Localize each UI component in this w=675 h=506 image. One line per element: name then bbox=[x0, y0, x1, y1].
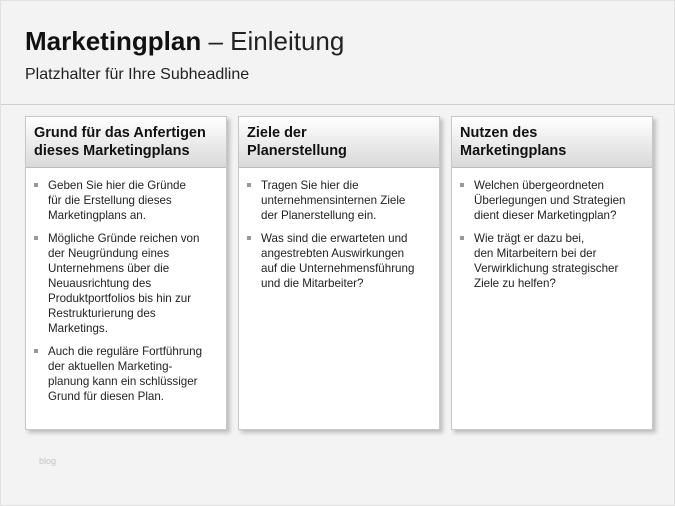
bullet-text-line: der aktuellen Marketing- bbox=[48, 360, 173, 373]
bullet-text-line: angestrebten Auswirkungen bbox=[261, 247, 405, 260]
bullet-item bbox=[460, 178, 646, 223]
bullet-text-line: Überlegungen und Strategien bbox=[474, 194, 626, 207]
bullet-item bbox=[34, 344, 220, 404]
bullet-text-line: Produktportfolios bis hin zur bbox=[48, 292, 192, 305]
slide-title bbox=[25, 25, 344, 57]
bullet-text-line: Marketingplans an. bbox=[48, 209, 146, 222]
square-bullet-icon bbox=[460, 183, 464, 187]
bullet-text-line: der Planerstellung ein. bbox=[261, 209, 377, 222]
bullet-item bbox=[34, 231, 220, 336]
square-bullet-icon bbox=[247, 183, 251, 187]
bullet-text-line: Geben Sie hier die Gründe bbox=[48, 179, 186, 192]
bullet-text-line: Unternehmens über die bbox=[48, 262, 170, 275]
bullet-text-line: Welchen übergeordneten bbox=[474, 179, 604, 192]
column-nutzen bbox=[451, 116, 653, 430]
bullet-text-line: Mögliche Gründe reichen von bbox=[48, 232, 200, 245]
bullet-item bbox=[460, 231, 646, 291]
bullet-text-line: der Neugründung eines bbox=[48, 247, 170, 260]
bullet-text-line: Grund für diesen Plan. bbox=[48, 390, 165, 403]
column-heading bbox=[452, 117, 652, 168]
column-heading-line: Nutzen des bbox=[460, 125, 538, 141]
bullet-text-line: den Mitarbeitern bei der bbox=[474, 247, 597, 260]
square-bullet-icon bbox=[34, 183, 38, 187]
bullet-text-line: Neuausrichtung des bbox=[48, 277, 152, 290]
bullet-text-line: dient dieser Marketingplan? bbox=[474, 209, 617, 222]
column-heading bbox=[26, 117, 226, 168]
column-grund bbox=[25, 116, 227, 430]
column-heading-line: Marketingplans bbox=[460, 143, 567, 159]
bullet-text-line: Wie trägt er dazu bei, bbox=[474, 232, 585, 245]
slide-title-suffix: – Einleitung bbox=[201, 26, 345, 56]
bullet-list bbox=[452, 168, 652, 291]
footer-watermark: blog bbox=[39, 456, 57, 466]
square-bullet-icon bbox=[34, 349, 38, 353]
column-heading-line: Grund für das Anfertigen bbox=[34, 125, 206, 141]
bullet-text-line: Marketings. bbox=[48, 322, 108, 335]
bullet-list bbox=[239, 168, 439, 291]
column-heading-line: dieses Marketingplans bbox=[34, 143, 190, 159]
column-heading bbox=[239, 117, 439, 168]
bullet-text-line: auf die Unternehmensführung bbox=[261, 262, 415, 275]
bullet-list bbox=[26, 168, 226, 404]
bullet-text-line: unternehmensinternen Ziele bbox=[261, 194, 406, 207]
bullet-text-line: und die Mitarbeiter? bbox=[261, 277, 364, 290]
square-bullet-icon bbox=[34, 236, 38, 240]
bullet-item bbox=[34, 178, 220, 223]
bullet-text-line: Tragen Sie hier die bbox=[261, 179, 359, 192]
slide-title-main: Marketingplan bbox=[25, 26, 202, 56]
square-bullet-icon bbox=[247, 236, 251, 240]
column-heading-line: Ziele der bbox=[247, 125, 307, 141]
bullet-item bbox=[247, 231, 433, 291]
column-ziele bbox=[238, 116, 440, 430]
header-divider bbox=[1, 104, 675, 105]
slide-subtitle: Platzhalter für Ihre Subheadline bbox=[25, 66, 250, 83]
bullet-text-line: Restrukturierung des bbox=[48, 307, 156, 320]
bullet-text-line: für die Erstellung dieses bbox=[48, 194, 172, 207]
square-bullet-icon bbox=[460, 236, 464, 240]
bullet-item bbox=[247, 178, 433, 223]
column-heading-line: Planerstellung bbox=[247, 143, 347, 159]
bullet-text-line: Ziele zu helfen? bbox=[474, 277, 556, 290]
bullet-text-line: Auch die reguläre Fortführung bbox=[48, 345, 203, 358]
bullet-text-line: Was sind die erwarteten und bbox=[261, 232, 408, 245]
bullet-text-line: planung kann ein schlüssiger bbox=[48, 375, 198, 388]
bullet-text-line: Verwirklichung strategischer bbox=[474, 262, 619, 275]
